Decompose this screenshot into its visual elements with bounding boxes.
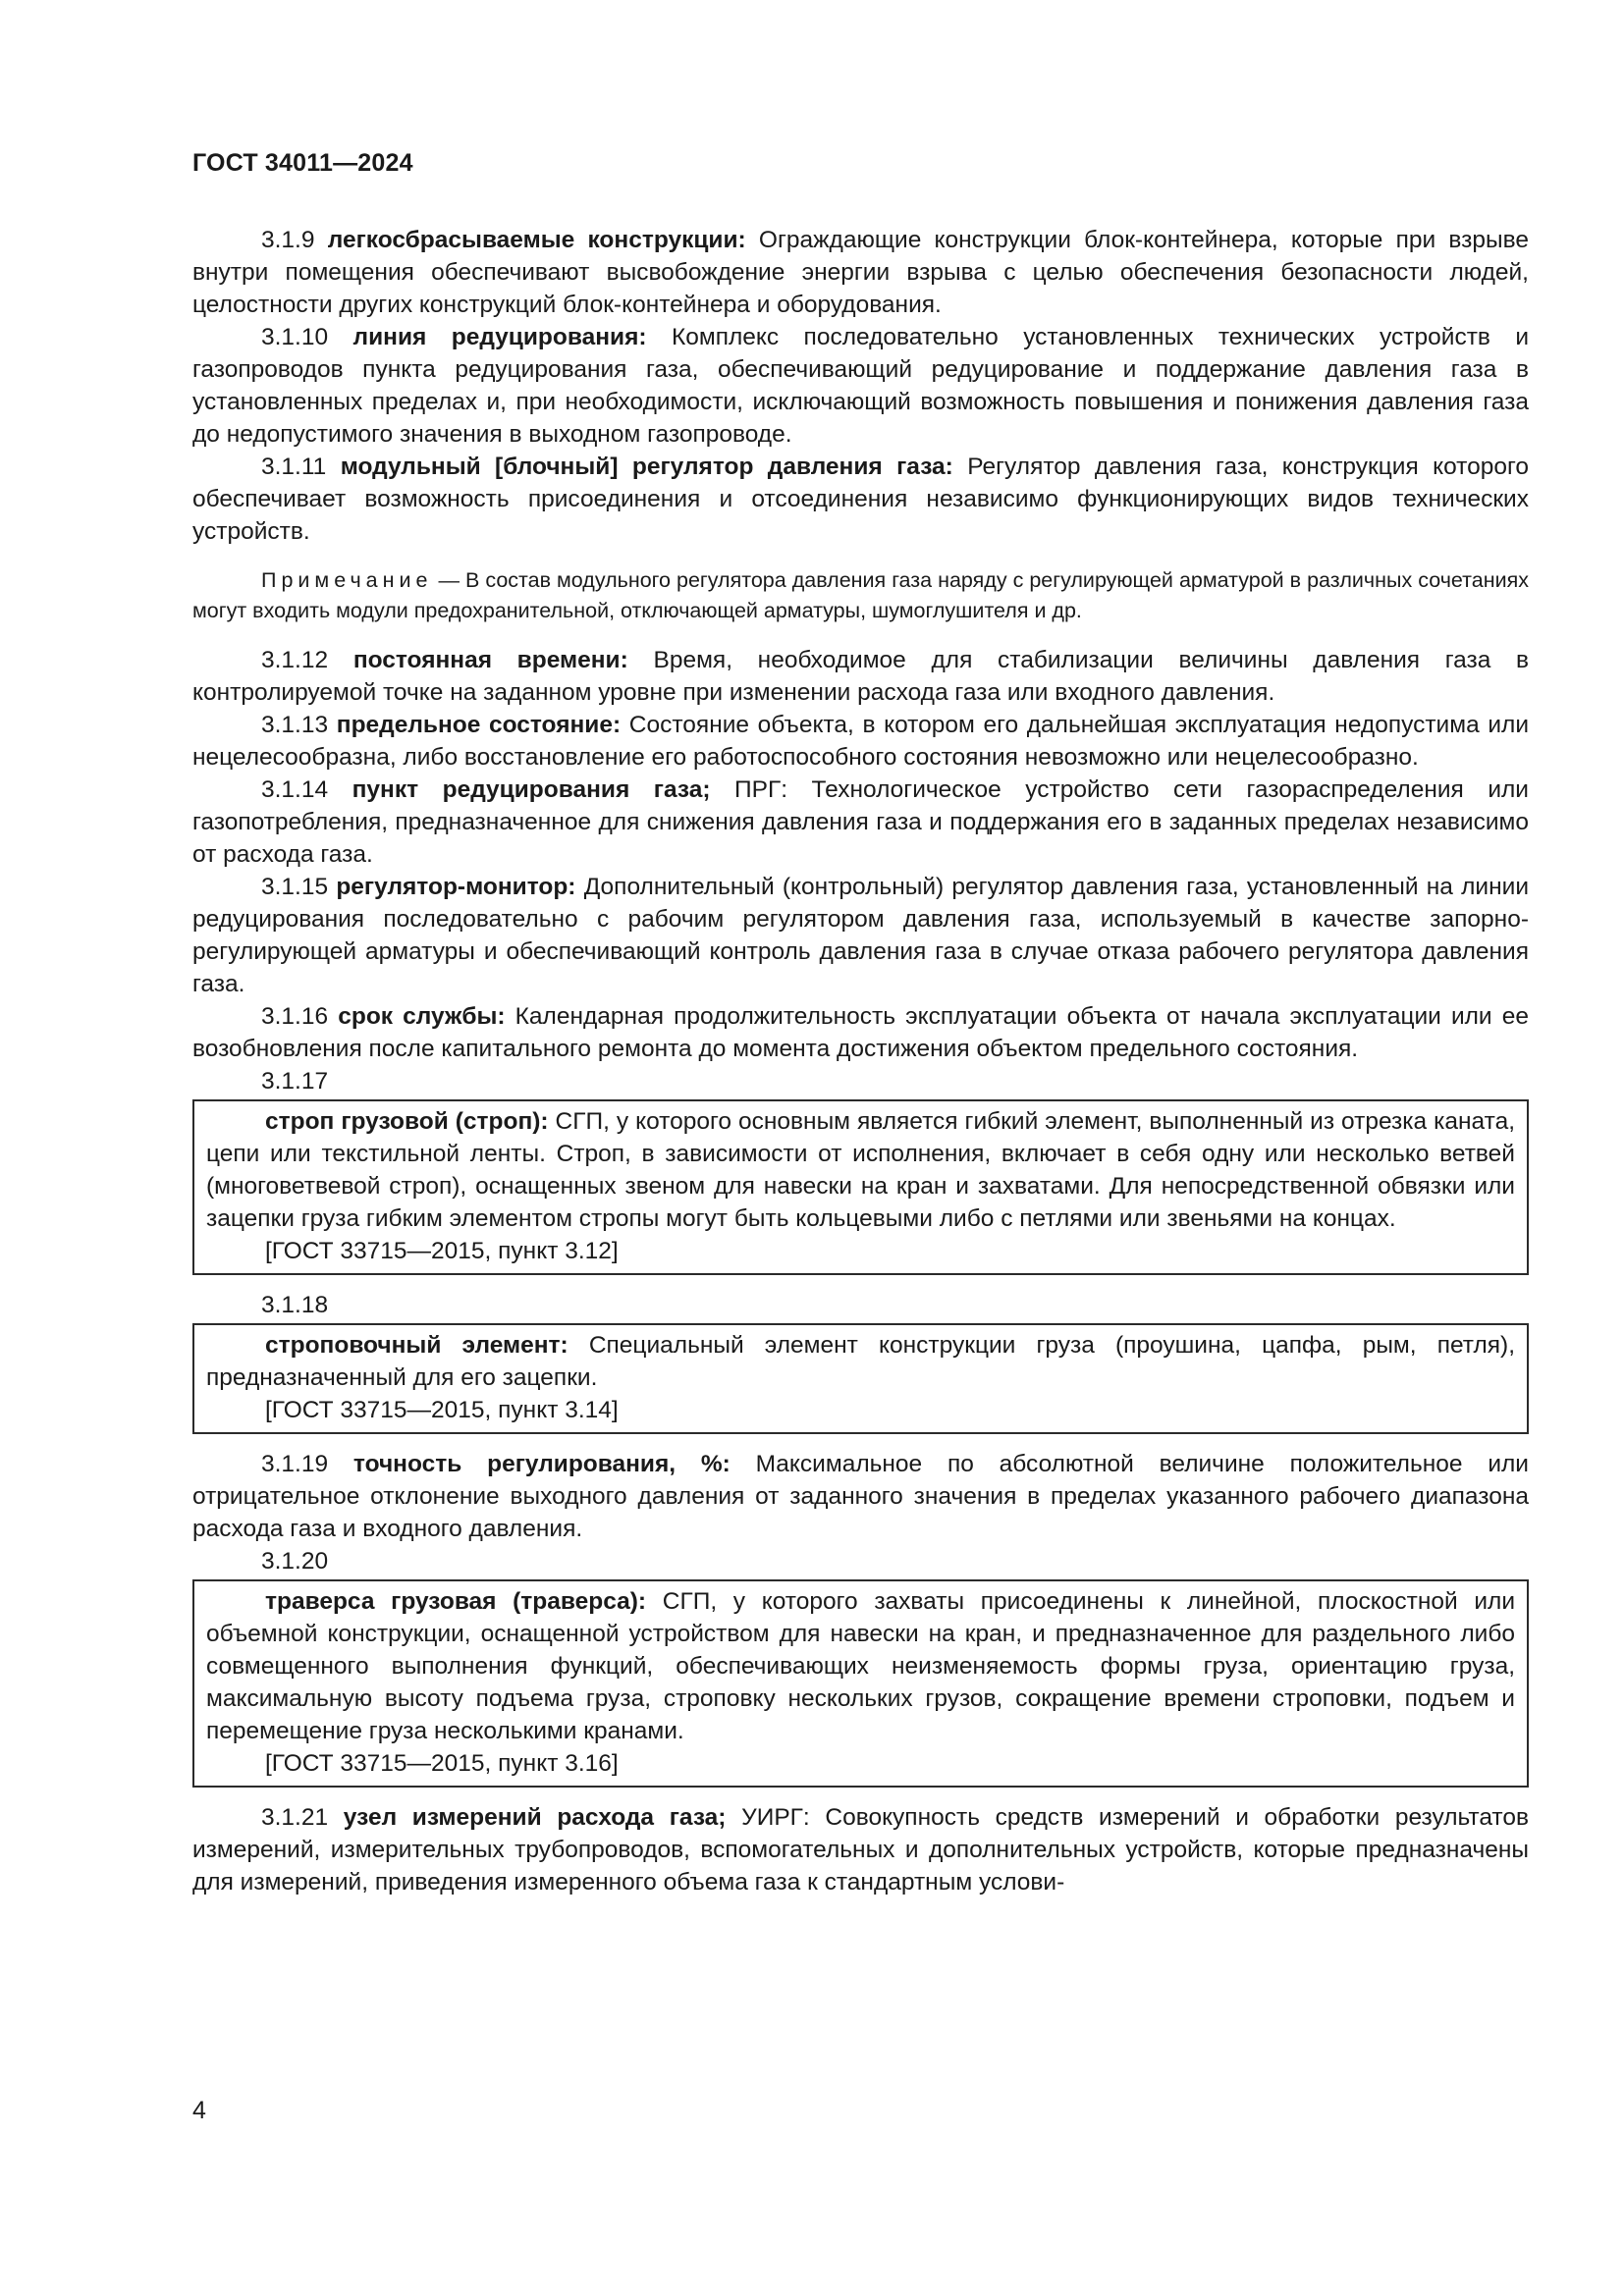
quoted-definition-box — [192, 1579, 1529, 1788]
entry-number: 3.1.12 — [261, 647, 329, 673]
entry-term: регулятор-монитор: — [336, 874, 576, 900]
entry-3-1-15 — [192, 871, 1529, 1000]
entry-3-1-20-number: 3.1.20 — [261, 1548, 329, 1575]
entry-number: 3.1.9 — [261, 227, 315, 253]
entry-3-1-17 — [206, 1105, 1515, 1235]
entry-definition: СГП, у которого захваты присоединены к линейной, плоскостной или объемной конструкции, оснащенной устройством для навески на кран, и предназначенное для раздельного либо совмещенного выполнения функций, обеспечивающих неизменяемость формы груза, ориентацию груза, максимальную высоту подъема груза, строповку нескольких грузов, сокращение времени строповки, подъем и перемещение груза несколькими кранами. — [206, 1588, 1516, 1744]
quoted-definition-box — [192, 1323, 1529, 1434]
entry-term: строповочный элемент: — [265, 1332, 568, 1359]
entry-3-1-13 — [192, 709, 1529, 774]
entry-definition: Календарная продолжительность эксплуатации объекта от начала эксплуатации или ее возобновления после капитального ремонта до момента достижения объектом предельного состояния. — [192, 1003, 1529, 1062]
entry-3-1-9 — [192, 224, 1529, 321]
entry-term: траверса грузовая (траверса): — [265, 1588, 647, 1615]
entry-number: 3.1.15 — [261, 874, 329, 900]
entry-definition: Ограждающие конструкции блок-контейнера, которые при взрыве внутри помещения обеспечивают высвобождение энергии взрыва с целью обеспечения безопасности людей, целостности других конструкций блок-контейнера и оборудования. — [192, 227, 1530, 318]
note-text: — В состав модульного регулятора давления газа наряду с регулирующей арматурой в различных сочетаниях могут входить модули предохранительной, отключающей арматуры, шумоглушителя и др. — [192, 568, 1529, 622]
entry-definition: ПРГ: Технологическое устройство сети газораспределения или газопотребления, предназначенное для снижения давления газа и поддержания его в заданных пределах независимо от расхода газа. — [192, 776, 1529, 868]
entry-3-1-16 — [192, 1000, 1529, 1065]
entry-3-1-21 — [192, 1801, 1529, 1898]
entry-term: точность регулирования, %: — [352, 1451, 731, 1477]
entry-3-1-18 — [206, 1329, 1515, 1394]
entry-definition: УИРГ: Совокупность средств измерений и обработки результатов измерений, измерительных трубопроводов, вспомогательных и дополнительных устройств, которые предназначены для измерений, приведения измеренного объема газа к стандартным услови- — [192, 1804, 1529, 1896]
entry-term: узел измерений расхода газа; — [343, 1804, 727, 1831]
entry-3-1-12 — [192, 644, 1529, 709]
note-label: Примечание — [261, 568, 433, 592]
entry-3-1-19 — [192, 1448, 1529, 1545]
entry-3-1-11 — [192, 451, 1529, 548]
page-number: 4 — [192, 2097, 206, 2124]
entry-3-1-20 — [206, 1585, 1515, 1747]
entry-number: 3.1.13 — [261, 712, 329, 738]
entry-term: срок службы: — [338, 1003, 506, 1030]
entry-definition: Дополнительный (контрольный) регулятор давления газа, установленный на линии редуцирования последовательно с рабочим регулятором давления газа, используемый в качестве запорно-регулирующей арматуры и обеспечивающий контроль давления газа в случае отказа рабочего регулятора давления газа. — [192, 874, 1530, 997]
entry-3-1-10 — [192, 321, 1529, 451]
entry-definition: Максимальное по абсолютной величине положительное или отрицательное отклонение выходного давления от заданного значения в пределах указанного рабочего диапазона расхода газа и входного давления. — [192, 1451, 1529, 1542]
entry-source: [ГОСТ 33715—2015, пункт 3.16] — [265, 1750, 619, 1777]
entry-term: постоянная времени: — [352, 647, 628, 673]
entry-definition: Комплекс последовательно установленных технических устройств и газопроводов пункта редуцирования газа, обеспечивающий редуцирование и поддержание давления газа в установленных пределах и, при необходимости, исключающий возможность повышения и понижения давления газа до недопустимого значения в выходном газопроводе. — [192, 324, 1530, 448]
note-3-1-11 — [192, 565, 1529, 626]
entry-number: 3.1.19 — [261, 1451, 329, 1477]
entry-definition: Состояние объекта, в котором его дальнейшая эксплуатация недопустима или нецелесообразна, либо восстановление его работоспособного состояния невозможно или нецелесообразно. — [192, 712, 1530, 771]
entry-number: 3.1.16 — [261, 1003, 329, 1030]
document-body — [192, 224, 1529, 1898]
entry-definition: СГП, у которого основным является гибкий элемент, выполненный из отрезка каната, цепи или текстильной ленты. Строп, в зависимости от исполнения, включает в себя одну или несколько ветвей (многоветвевой строп), оснащенных звеном для навески на кран и захватами. Для непосредственной обвязки или зацепки груза гибким элементом стропы могут быть кольцевыми либо с петлями или звеньями на концах. — [206, 1108, 1516, 1232]
entry-term: линия редуцирования: — [352, 324, 647, 350]
document-header: ГОСТ 34011—2024 — [192, 149, 413, 177]
entry-number: 3.1.10 — [261, 324, 329, 350]
entry-term: модульный [блочный] регулятор давления газа: — [340, 454, 953, 480]
entry-term: легкосбрасываемые конструкции: — [327, 227, 746, 253]
entry-source: [ГОСТ 33715—2015, пункт 3.14] — [265, 1397, 619, 1423]
entry-definition: Время, необходимое для стабилизации величины давления газа в контролируемой точке на заданном уровне при изменении расхода газа или входного давления. — [192, 647, 1530, 706]
entry-definition: Специальный элемент конструкции груза (проушина, цапфа, рым, петля), предназначенный для его зацепки. — [206, 1332, 1515, 1391]
entry-number: 3.1.14 — [261, 776, 329, 803]
entry-term: строп грузовой (строп): — [265, 1108, 549, 1135]
entry-definition: Регулятор давления газа, конструкция которого обеспечивает возможность присоединения и отсоединения независимо функционирующих видов технических устройств. — [192, 454, 1530, 545]
entry-3-1-18-number: 3.1.18 — [261, 1292, 329, 1318]
entry-3-1-14 — [192, 774, 1529, 871]
quoted-definition-box — [192, 1099, 1529, 1275]
entry-term: пункт редуцирования газа; — [352, 776, 711, 803]
entry-3-1-17-number: 3.1.17 — [261, 1068, 329, 1095]
entry-number: 3.1.21 — [261, 1804, 329, 1831]
entry-number: 3.1.11 — [261, 454, 327, 480]
entry-source: [ГОСТ 33715—2015, пункт 3.12] — [265, 1238, 619, 1264]
entry-term: предельное состояние: — [336, 712, 622, 738]
